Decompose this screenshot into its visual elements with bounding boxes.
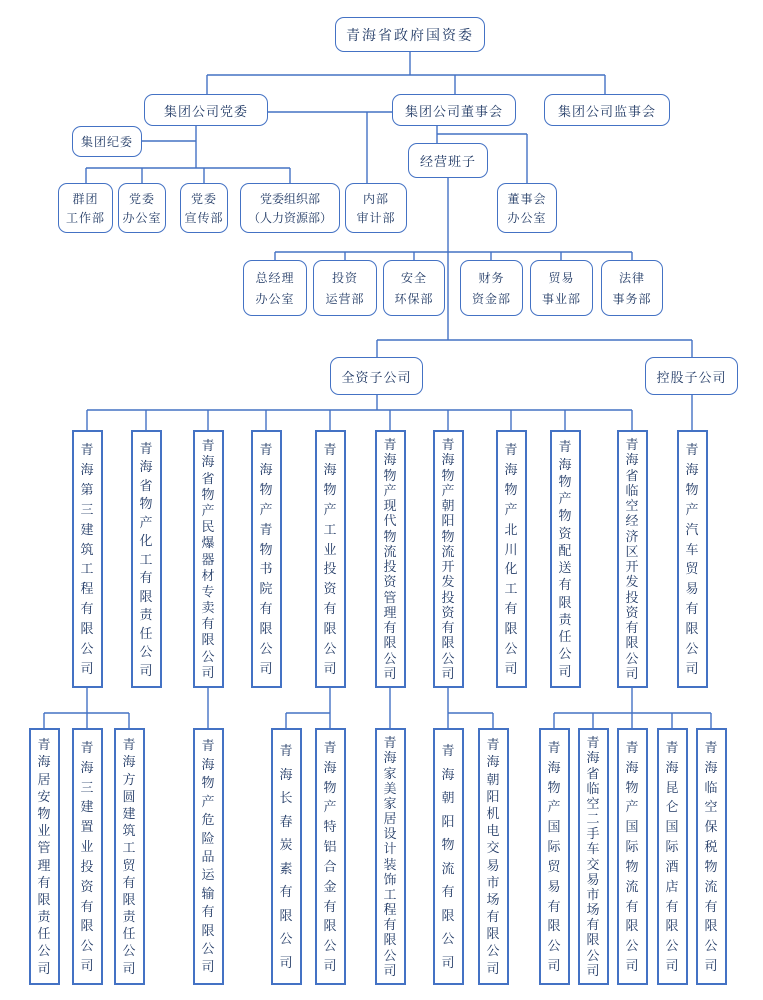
tier2-company-international-logistics: 青 海 物 产 国 际 物 流 有 限 公 司 xyxy=(617,728,648,985)
tier2-company-international-trade: 青 海 物 产 国 际 贸 易 有 限 公 司 xyxy=(539,728,570,985)
tier1-company-materials-distribution: 青 海 物 产 物 资 配 送 有 限 责 任 公 司 xyxy=(550,430,581,688)
tier2-company-sanjian-realestate: 青 海 三 建 置 业 投 资 有 限 公 司 xyxy=(72,728,103,985)
node-dept-board-office: 董事会 办公室 xyxy=(497,183,557,233)
tier2-company-chaoyang-logistics: 青 海 朝 阳 物 流 有 限 公 司 xyxy=(433,728,464,985)
tier2-company-changchun-carbon: 青 海 长 春 炭 素 有 限 公 司 xyxy=(271,728,302,985)
node-dept-legal-affairs: 法律 事务部 xyxy=(601,260,663,316)
node-party-committee: 集团公司党委 xyxy=(144,94,268,126)
node-dept-party-organization-hr: 党委组织部 （人力资源部） xyxy=(240,183,340,233)
tier2-company-usedcar-market: 青 海 省 临 空 二 手 车 交 易 市 场 有 限 公 司 xyxy=(578,728,609,985)
node-dept-safety-environment: 安全 环保部 xyxy=(383,260,445,316)
node-dept-mass-work: 群团 工作部 xyxy=(58,183,113,233)
tier2-company-kunlun-hotel: 青 海 昆 仑 国 际 酒 店 有 限 公 司 xyxy=(657,728,688,985)
node-sasac-root: 青海省政府国资委 xyxy=(335,17,485,52)
tier2-company-bonded-logistics: 青 海 临 空 保 税 物 流 有 限 公 司 xyxy=(696,728,727,985)
node-supervisory-board: 集团公司监事会 xyxy=(544,94,670,126)
node-dept-party-publicity: 党委 宣传部 xyxy=(180,183,228,233)
node-management-team: 经营班子 xyxy=(408,143,488,178)
node-dept-finance-capital: 财务 资金部 xyxy=(460,260,523,316)
node-dept-trade-business: 贸易 事业部 xyxy=(530,260,593,316)
node-discipline-committee: 集团纪委 xyxy=(72,126,142,157)
tier1-company-airport-economic-zone: 青 海 省 临 空 经 济 区 开 发 投 资 有 限 公 司 xyxy=(617,430,648,688)
tier2-company-hazmat-transport: 青 海 物 产 危 险 品 运 输 有 限 公 司 xyxy=(193,728,224,985)
tier2-company-chaoyang-mechatronics-market: 青 海 朝 阳 机 电 交 易 市 场 有 限 公 司 xyxy=(478,728,509,985)
node-wholly-owned-subsidiaries: 全资子公司 xyxy=(330,357,423,395)
tier2-company-jiamei-decoration: 青 海 家 美 家 居 设 计 装 饰 工 程 有 限 公 司 xyxy=(375,728,406,985)
tier1-company-beichuan-chemical: 青 海 物 产 北 川 化 工 有 限 公 司 xyxy=(496,430,527,688)
tier1-company-civil-explosives: 青 海 省 物 产 民 爆 器 材 专 卖 有 限 公 司 xyxy=(193,430,224,688)
tier2-company-fangyuan-construction: 青 海 方 圆 建 筑 工 贸 有 限 责 任 公 司 xyxy=(114,728,145,985)
tier2-company-juan-property: 青 海 居 安 物 业 管 理 有 限 责 任 公 司 xyxy=(29,728,60,985)
node-board-of-directors: 集团公司董事会 xyxy=(392,94,516,126)
tier1-company-industrial-investment: 青 海 物 产 工 业 投 资 有 限 公 司 xyxy=(315,430,346,688)
tier1-company-qingwu-academy: 青 海 物 产 青 物 书 院 有 限 公 司 xyxy=(251,430,282,688)
tier1-company-chaoyang-logistics-development: 青 海 物 产 朝 阳 物 流 开 发 投 资 有 限 公 司 xyxy=(433,430,464,688)
node-holding-subsidiaries: 控股子公司 xyxy=(645,357,738,395)
node-dept-party-office: 党委 办公室 xyxy=(118,183,166,233)
tier2-company-special-aluminum: 青 海 物 产 特 铝 合 金 有 限 公 司 xyxy=(315,728,346,985)
node-dept-gm-office: 总经理 办公室 xyxy=(243,260,307,316)
tier1-company-chemical: 青 海 省 物 产 化 工 有 限 责 任 公 司 xyxy=(131,430,162,688)
node-dept-internal-audit: 内部 审计部 xyxy=(345,183,407,233)
tier1-company-qinghai-no3-construction: 青 海 第 三 建 筑 工 程 有 限 公 司 xyxy=(72,430,103,688)
tier1-company-modern-logistics-investment: 青 海 物 产 现 代 物 流 投 资 管 理 有 限 公 司 xyxy=(375,430,406,688)
node-dept-investment-operation: 投资 运营部 xyxy=(313,260,377,316)
tier1-company-auto-trade: 青 海 物 产 汽 车 贸 易 有 限 公 司 xyxy=(677,430,708,688)
